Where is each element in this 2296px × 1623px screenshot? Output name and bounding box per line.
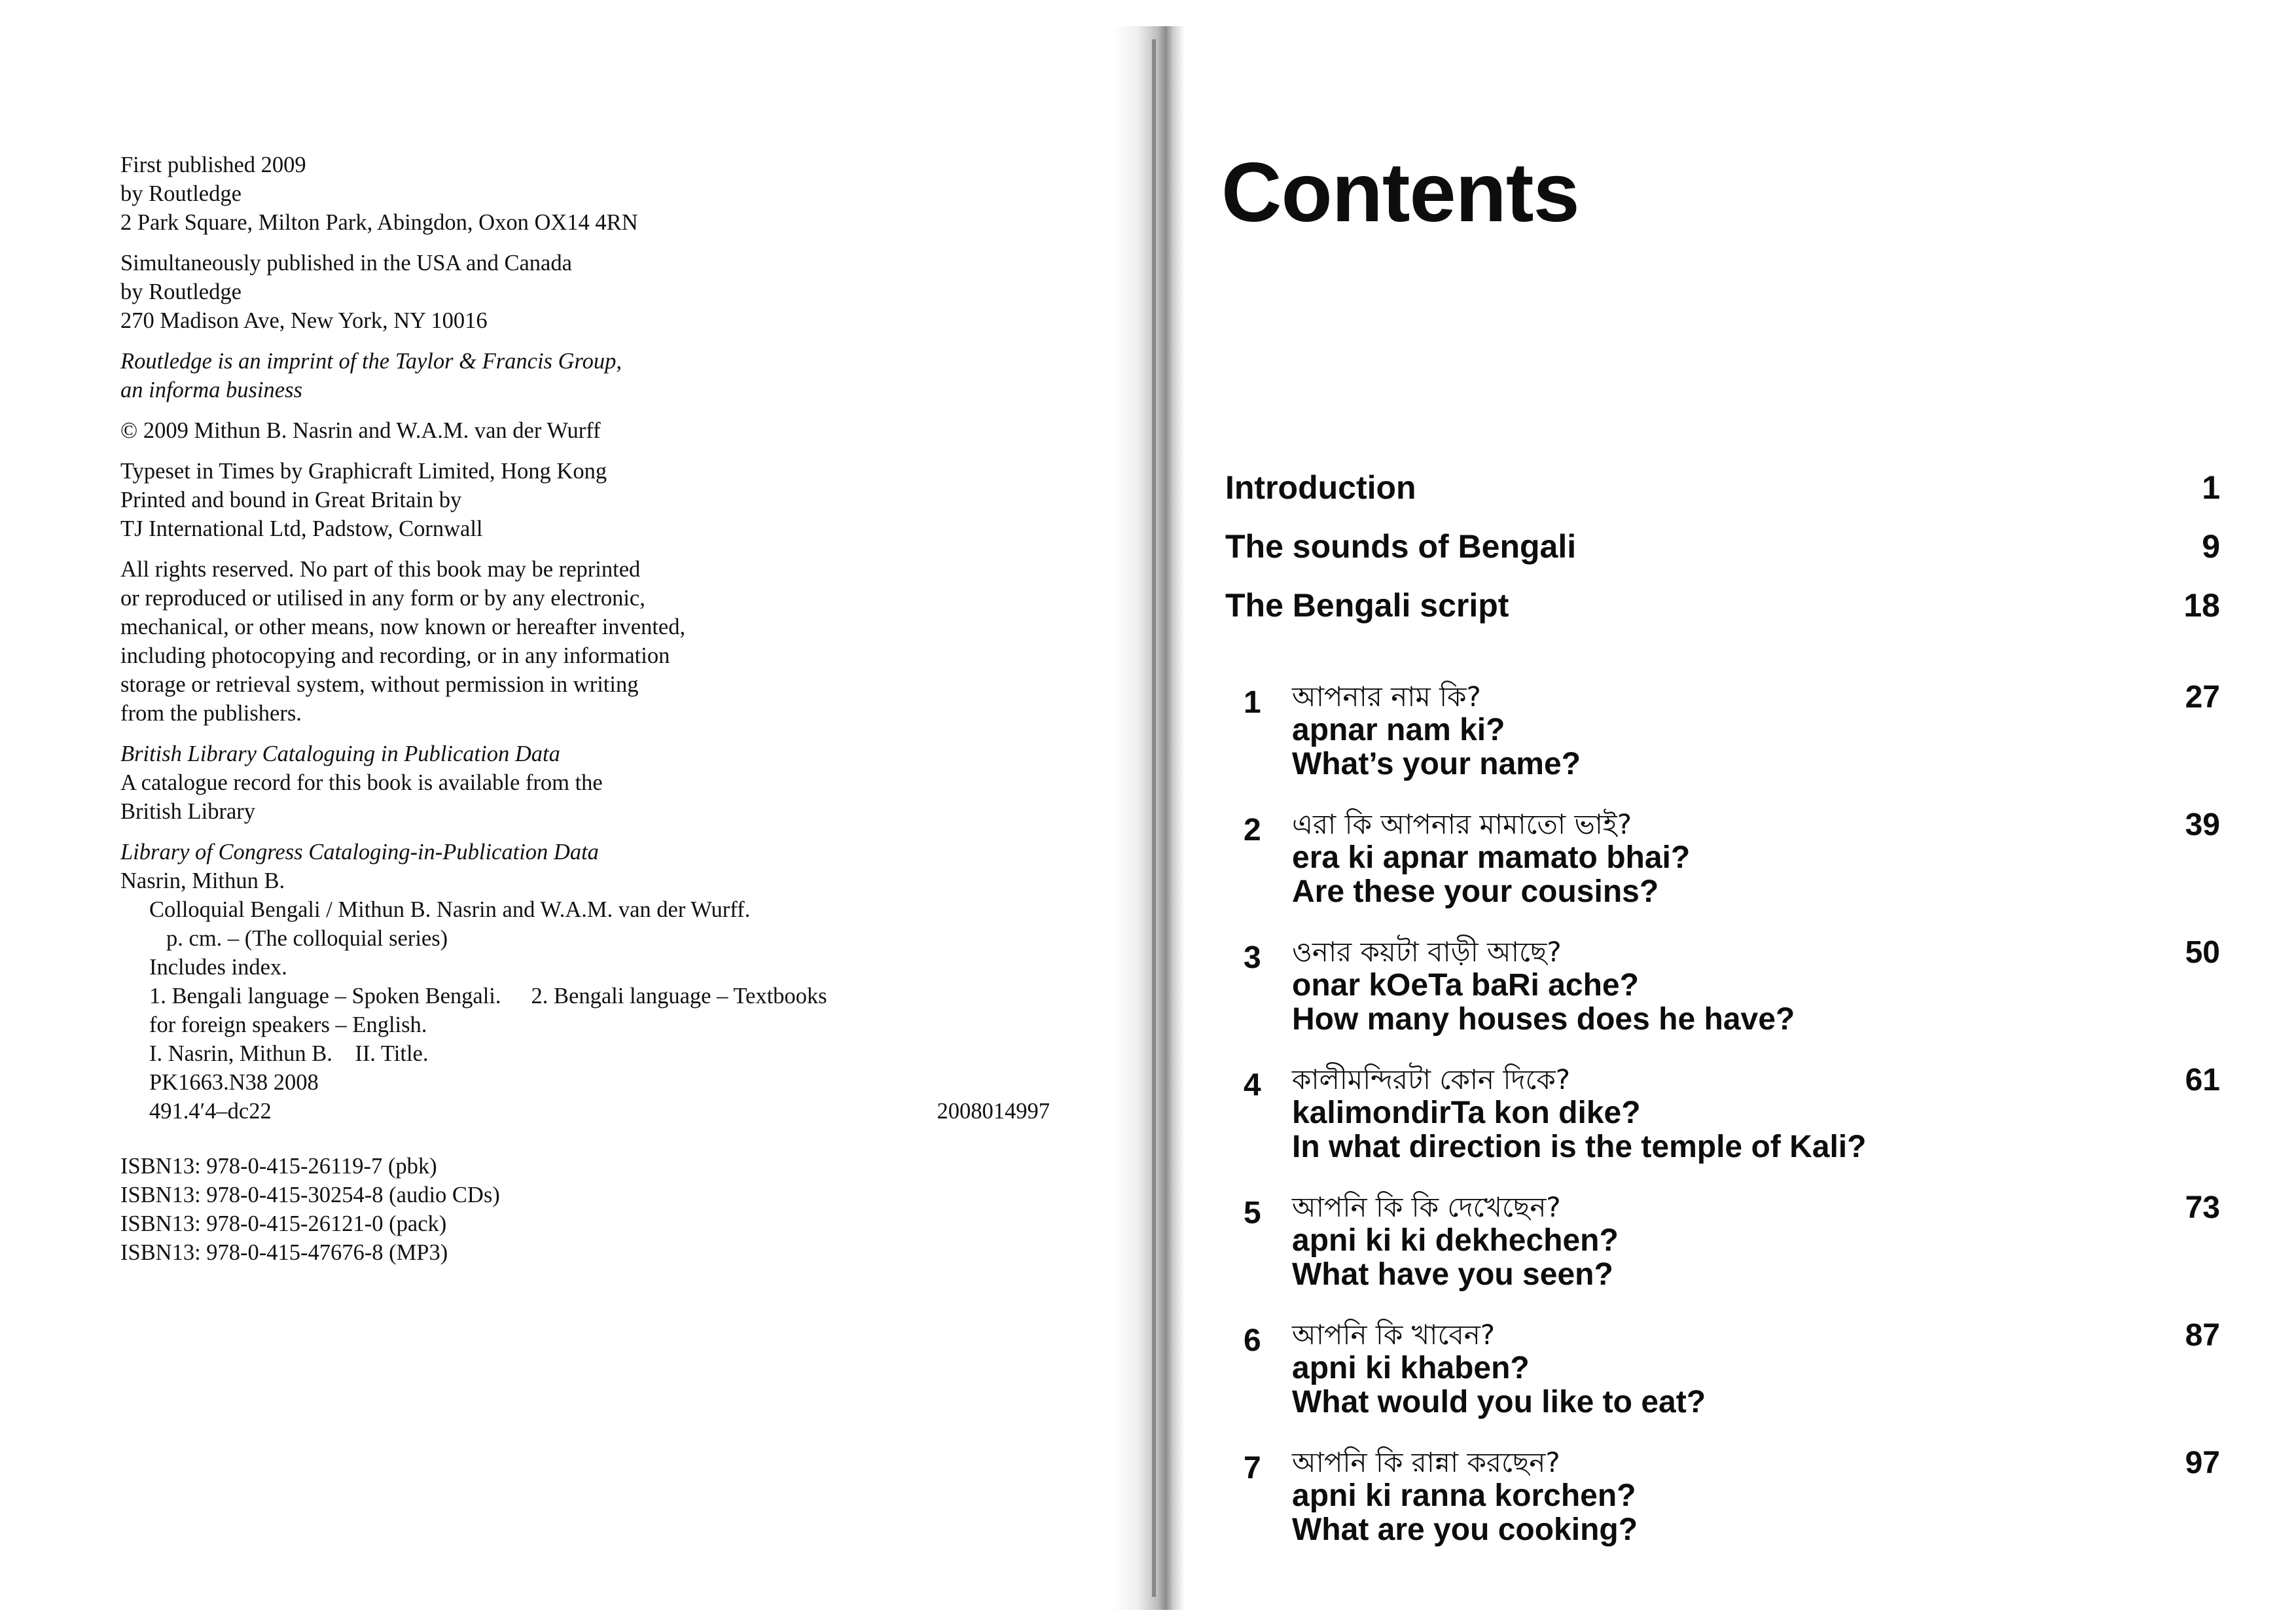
unit-transliteration: kalimondirTa kon dike? <box>1292 1096 1641 1130</box>
imprint-line: Routledge is an imprint of the Taylor & Francis Group, <box>120 349 622 374</box>
rights-line: All rights reserved. No part of this book may be reprinted <box>120 557 641 582</box>
unit-transliteration: onar kOeTa baRi ache? <box>1292 968 1639 1003</box>
unit-number: 4 <box>1244 1068 1261 1103</box>
unit-english-title: How many houses does he have? <box>1292 1002 1795 1037</box>
usa-line: Simultaneously published in the USA and Canada <box>120 251 572 276</box>
unit-number: 3 <box>1244 940 1261 975</box>
loc-subject-2: 2. Bengali language – Textbooks <box>531 984 827 1008</box>
toc-page-number: 9 <box>2202 528 2220 565</box>
toc-page-number: 97 <box>2185 1446 2220 1480</box>
toc-section-introduction[interactable] <box>1225 468 2220 507</box>
loc-series: p. cm. – (The colloquial series) <box>166 926 448 951</box>
print-line: Printed and bound in Great Britain by <box>120 488 462 512</box>
unit-number: 5 <box>1244 1196 1261 1230</box>
loc-class: PK1663.N38 2008 <box>149 1070 319 1095</box>
unit-bengali-title: এরা কি আপনার মামাতো ভাই? <box>1292 808 1632 840</box>
toc-section-title: Introduction <box>1225 469 1416 506</box>
copyright-page <box>0 0 1139 1623</box>
unit-english-title: What would you like to eat? <box>1292 1385 1706 1419</box>
loc-author: Nasrin, Mithun B. <box>120 868 285 893</box>
loc-dewey: 491.4′4–dc22 <box>149 1099 272 1124</box>
toc-page-number: 18 <box>2183 587 2220 624</box>
usa-block <box>120 249 1050 335</box>
toc-page-number: 27 <box>2185 680 2220 715</box>
unit-transliteration: apni ki khaben? <box>1292 1351 1530 1385</box>
print-line: TJ International Ltd, Padstow, Cornwall <box>120 516 483 541</box>
unit-transliteration: apni ki ranna korchen? <box>1292 1478 1636 1513</box>
unit-english-title: Are these your cousins? <box>1292 874 1659 909</box>
toc-unit-7[interactable] <box>1244 1446 2220 1547</box>
unit-bengali-title: আপনার নাম কি? <box>1292 681 1481 713</box>
toc-page-number: 73 <box>2185 1190 2220 1225</box>
loc-heading: Library of Congress Cataloging-in-Publication Data <box>120 840 599 865</box>
usa-line: by Routledge <box>120 279 242 304</box>
book-spine-line <box>1152 39 1156 1597</box>
toc-page-number: 87 <box>2185 1318 2220 1353</box>
rights-line: mechanical, or other means, now known or hereafter invented, <box>120 615 686 639</box>
toc-page-number: 61 <box>2185 1063 2220 1097</box>
toc-unit-2[interactable] <box>1244 808 2220 909</box>
rights-line: storage or retrieval system, without permission in writing <box>120 672 639 697</box>
isbn-line: ISBN13: 978-0-415-26121-0 (pack) <box>120 1211 447 1236</box>
toc-section-title: The sounds of Bengali <box>1225 528 1577 565</box>
print-block <box>120 457 1050 543</box>
british-library-line: A catalogue record for this book is available from the <box>120 770 603 795</box>
unit-transliteration: era ki apnar mamato bhai? <box>1292 840 1691 875</box>
loc-dewey-row <box>120 1097 1050 1126</box>
toc-page-number: 39 <box>2185 808 2220 842</box>
isbn-line: ISBN13: 978-0-415-26119-7 (pbk) <box>120 1154 437 1179</box>
unit-bengali-title: আপনি কি খাবেন? <box>1292 1319 1496 1351</box>
imprint-line: an informa business <box>120 378 302 402</box>
loc-entries: I. Nasrin, Mithun B. II. Title. <box>149 1041 429 1066</box>
page-title: Contents <box>1221 146 1579 240</box>
unit-number: 6 <box>1244 1323 1261 1358</box>
toc-section-title: The Bengali script <box>1225 587 1509 624</box>
toc-unit-4[interactable] <box>1244 1063 2220 1164</box>
rights-block <box>120 555 1050 728</box>
copyright-line: © 2009 Mithun B. Nasrin and W.A.M. van der Wurff <box>120 418 601 443</box>
isbn-line: ISBN13: 978-0-415-30254-8 (audio CDs) <box>120 1183 500 1207</box>
loc-subject-cont: for foreign speakers – English. <box>149 1012 427 1037</box>
loc-subject-1: 1. Bengali language – Spoken Bengali. <box>149 984 501 1008</box>
imprint-block <box>120 347 1050 404</box>
toc-unit-1[interactable] <box>1244 681 2220 781</box>
loc-number: 2008014997 <box>937 1099 1050 1124</box>
toc-page-number: 1 <box>2202 469 2220 506</box>
toc-unit-6[interactable] <box>1244 1319 2220 1419</box>
loc-title: Colloquial Bengali / Mithun B. Nasrin and W.A.M. van der Wurff. <box>149 897 751 922</box>
rights-line: or reproduced or utilised in any form or by any electronic, <box>120 586 645 611</box>
usa-line: 270 Madison Ave, New York, NY 10016 <box>120 308 488 333</box>
publisher-block <box>120 151 1050 237</box>
publisher-line: by Routledge <box>120 181 242 206</box>
loc-index: Includes index. <box>149 955 287 980</box>
print-line: Typeset in Times by Graphicraft Limited, Hong Kong <box>120 459 607 484</box>
contents-page <box>1172 0 2296 1623</box>
unit-transliteration: apni ki ki dekhechen? <box>1292 1223 1619 1258</box>
library-of-congress-block <box>120 838 1050 1126</box>
toc-unit-3[interactable] <box>1244 936 2220 1037</box>
loc-subjects <box>120 982 1050 1010</box>
publisher-line: First published 2009 <box>120 152 306 177</box>
unit-english-title: What have you seen? <box>1292 1257 1613 1292</box>
unit-transliteration: apnar nam ki? <box>1292 713 1505 747</box>
toc-unit-5[interactable] <box>1244 1191 2220 1292</box>
unit-english-title: In what direction is the temple of Kali? <box>1292 1130 1867 1164</box>
rights-line: including photocopying and recording, or in any information <box>120 643 670 668</box>
british-library-heading: British Library Cataloguing in Publication Data <box>120 741 560 766</box>
unit-number: 1 <box>1244 685 1261 720</box>
toc-section-sounds[interactable] <box>1225 527 2220 566</box>
toc-section-script[interactable] <box>1225 586 2220 625</box>
unit-english-title: What’s your name? <box>1292 747 1581 781</box>
unit-number: 7 <box>1244 1451 1261 1486</box>
publisher-line: 2 Park Square, Milton Park, Abingdon, Oxon OX14 4RN <box>120 210 638 235</box>
unit-bengali-title: ওনার কয়টা বাড়ী আছে? <box>1292 936 1562 968</box>
british-library-line: British Library <box>120 799 256 824</box>
isbn-line: ISBN13: 978-0-415-47676-8 (MP3) <box>120 1240 448 1265</box>
unit-english-title: What are you cooking? <box>1292 1512 1638 1547</box>
british-library-block <box>120 740 1050 826</box>
copyright-notice <box>120 416 1050 445</box>
unit-bengali-title: কালীমন্দিরটা কোন দিকে? <box>1292 1063 1571 1096</box>
unit-bengali-title: আপনি কি রান্না করছেন? <box>1292 1446 1560 1478</box>
unit-bengali-title: আপনি কি কি দেখেছেন? <box>1292 1191 1561 1223</box>
isbn-block <box>120 1152 1050 1267</box>
rights-line: from the publishers. <box>120 701 302 726</box>
unit-number: 2 <box>1244 813 1261 847</box>
toc-page-number: 50 <box>2185 935 2220 970</box>
copyright-text <box>120 151 1050 1279</box>
